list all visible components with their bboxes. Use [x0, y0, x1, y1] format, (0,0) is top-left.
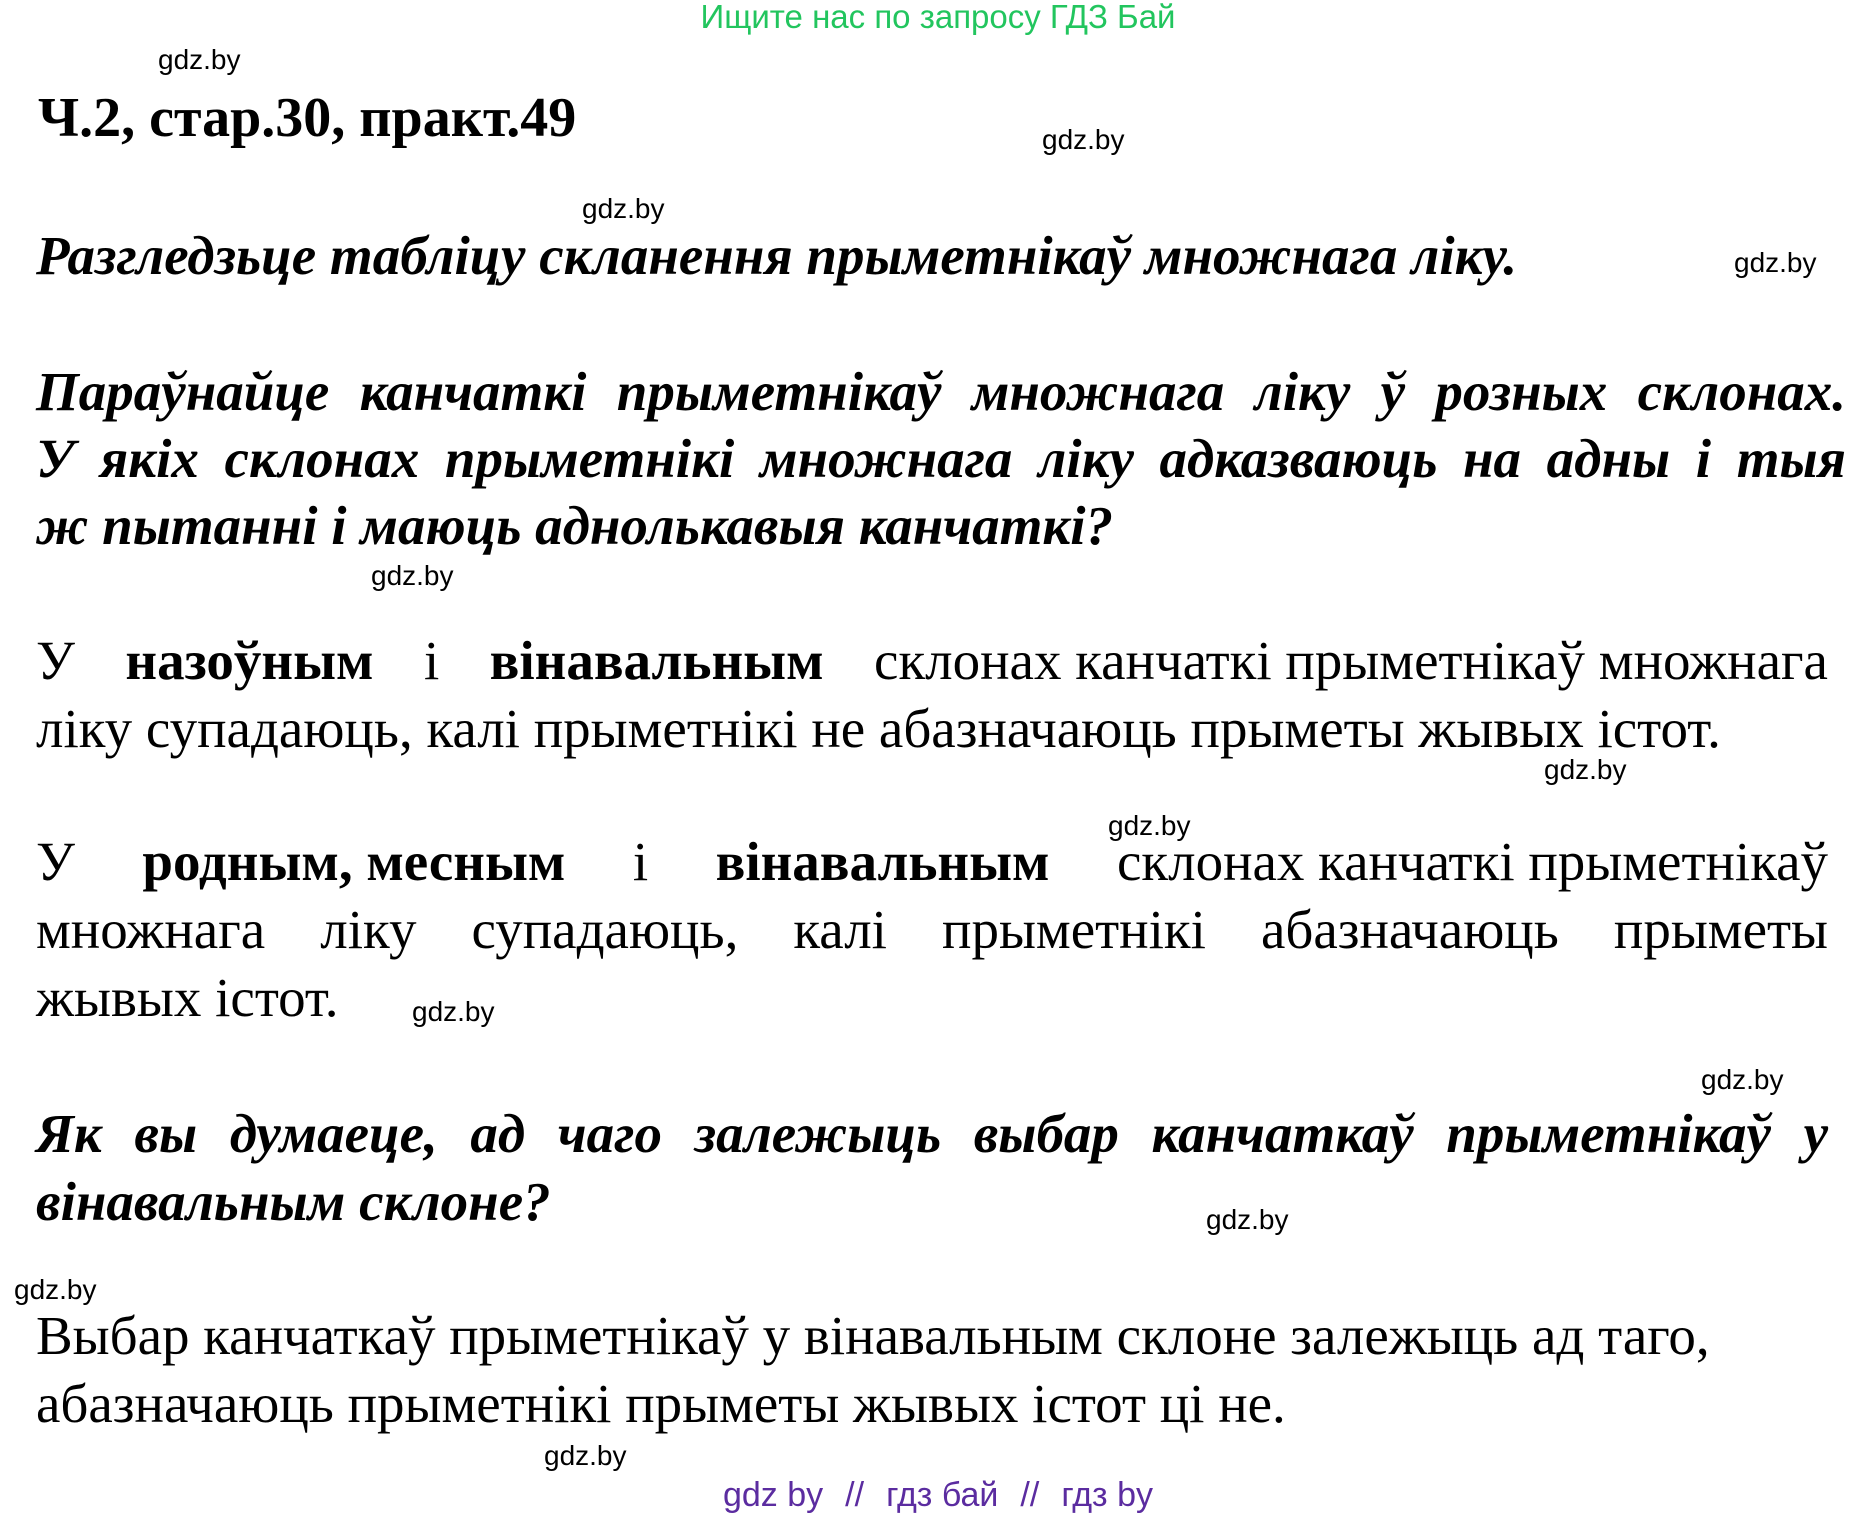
- task-2: [36, 358, 1846, 559]
- answer-1-line-1: [36, 627, 1828, 695]
- answer-1: [36, 627, 1828, 763]
- answer-1-line-2: ліку супадаюць, калі прыметнікі не абазначаюць прыметы жывых істот.: [36, 698, 1721, 759]
- answer-2-line-2: множнага ліку супадаюць, калі прыметнікі абазначаюць прыметы: [36, 899, 1828, 960]
- answer-1-mid: і: [423, 630, 440, 691]
- task-1: Разгледзьце табліцу скланення прыметнікаў множнага ліку.: [36, 225, 1518, 286]
- answer-2: [36, 828, 1828, 1032]
- answer-1-rest: склонах канчаткі прыметнікаў множнага: [874, 630, 1828, 691]
- watermark: gdz.by: [1544, 754, 1627, 785]
- watermark: gdz.by: [1108, 810, 1191, 841]
- answer-2-line-3: жывых істот.: [36, 967, 339, 1028]
- watermark: gdz.by: [1701, 1064, 1784, 1095]
- footer-separator: //: [845, 1476, 865, 1514]
- answer-3-line-1: Выбар канчаткаў прыметнікаў у вінавальным склоне залежыць ад таго,: [36, 1305, 1710, 1366]
- answer-1-bold-1: назоўным: [125, 630, 374, 691]
- footer-links: [0, 1476, 1876, 1515]
- answer-2-prefix: У: [36, 831, 75, 892]
- task-2-line-1: Параўнайце канчаткі прыметнікаў множнага ліку ў розных склонах.: [36, 361, 1846, 422]
- footer-link-gdz-bai[interactable]: гдз бай: [886, 1476, 999, 1514]
- answer-2-mid: і: [632, 831, 649, 892]
- footer-link-gdz-by-cyr[interactable]: гдз by: [1061, 1476, 1153, 1514]
- answer-2-bold-2: вінавальным: [715, 831, 1050, 892]
- answer-3: [36, 1302, 1828, 1438]
- answer-2-bold-1: родным, месным: [142, 831, 566, 892]
- watermark: gdz.by: [544, 1440, 627, 1471]
- page-title: Ч.2, стар.30, практ.49: [38, 87, 577, 149]
- task-2-line-2: У якіх склонах прыметнікі множнага ліку адказваюць на адны і тыя: [36, 428, 1846, 489]
- footer-separator: //: [1020, 1476, 1040, 1514]
- watermark: gdz.by: [14, 1274, 97, 1305]
- top-banner: Ищите нас по запросу ГДЗ Бай: [700, 0, 1176, 35]
- answer-2-rest: склонах канчаткі прыметнікаў: [1117, 831, 1828, 892]
- watermark: gdz.by: [1734, 247, 1817, 278]
- watermark: gdz.by: [1042, 124, 1125, 155]
- answer-3-line-2: абазначаюць прыметнікі прыметы жывых істот ці не.: [36, 1373, 1286, 1434]
- task-3: [36, 1100, 1828, 1236]
- watermark: gdz.by: [1206, 1204, 1289, 1235]
- watermark: gdz.by: [158, 44, 241, 75]
- watermark: gdz.by: [582, 193, 665, 224]
- task-3-line-1: Як вы думаеце, ад чаго залежыць выбар канчаткаў прыметнікаў у: [36, 1103, 1828, 1164]
- task-3-line-2: вінавальным склоне?: [36, 1171, 551, 1232]
- task-2-line-3: ж пытанні і маюць аднолькавыя канчаткі?: [36, 495, 1114, 556]
- watermark: gdz.by: [412, 996, 495, 1027]
- watermark: gdz.by: [371, 560, 454, 591]
- answer-1-prefix: У: [36, 630, 75, 691]
- footer-link-gdz-by[interactable]: gdz by: [722, 1476, 824, 1514]
- answer-2-line-1: [36, 828, 1828, 896]
- answer-1-bold-2: вінавальным: [489, 630, 824, 691]
